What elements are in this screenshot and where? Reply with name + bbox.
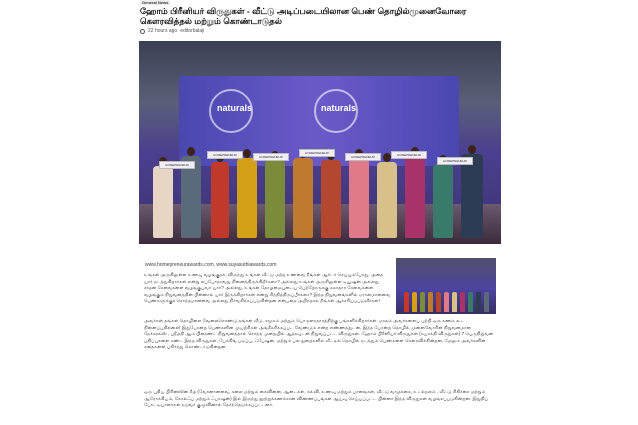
award-card: HOMEPRENEUR: [299, 149, 335, 157]
article-paragraph: [144, 318, 494, 351]
hero-photo: [139, 41, 501, 244]
author-link[interactable]: editorbalaji: [180, 28, 205, 34]
person: [377, 162, 397, 238]
article-paragraph: ஒரு புதிய பிசினஸின் கீழ் (வோனானவை, கலை மற்றும் கைவினை, ஆடைகள், கல்வி, உணவு மற்றும் பானங்கள், வீட்டு வாழ்க்கை, உடல்நலம் , வீட்டு சிகிச்சை மற்றும் ஆரோக்கியம், கோல்ஃப் மற்றும் ஃபாஷன்) இல் இருந்து நூற்றுக்கணக்கான விண்ணப்பங்கள் ஆய்வு செய்யப்பட்ட பின்னர் இந்த விருதுகள் வழங்கப்படுகின்றன. இறுதிப் போட்டியாளர்கள் நடுவர் குழுவினால் தேர்ந்தெடுக்கப்பட்டனர்.: [144, 389, 489, 408]
thumbnail-photo[interactable]: [396, 258, 496, 314]
person: [237, 158, 257, 238]
category-badge[interactable]: General News: [142, 0, 169, 5]
person: [461, 154, 483, 238]
time-ago: 22 hours ago: [148, 28, 178, 34]
paragraph-text: அவர்கள் தங்கள் தொழிலை வேலைகொண்டு தங்கள் வீடு, சமூகம் மற்றும் பொருளாதாரத்திற்கு பங்களிக்கிறார்கள். மாதம் அவர்களைப் பற்றி ஒரு கணம் கூட நினைப்பதில்லை! இதுபோன்ற பெண்களின் முயற்சிகள் அங்கீகரிக்கப்பட வேண்டும் என்ற எண்ணத்துடன், இந்த போன்ற தொழில் முனைவோரின் நிறுவனமான நேச்சுரல்ஸ் , ஸ்ரீமதி ஆம் பிரைண்ட் நிறுவனத்தால் சொந்த முறையில் ஆதரவுடன் நிறுவப்பட்ட விருதுகள். ஹோம் பிரீனியர் விருதுகள் (சுயசக்தி விருதுகள்) 7 பெருநிறுவன பதிப்புகளை கண்ட இந்த விருதுகள், பேக்கிங் படிப்பு, ஃபேஷன், மற்றும் பல துறைகளில் வீட்டில் தொழில் நடத்தும் பெண்களை கௌரவிக்கின்றன, மேலும் அவர்களின் கதைகளை பகிர்ந்து கொண்டாடுகின்றன.: [144, 318, 494, 350]
person: [405, 156, 425, 238]
award-card: HOMEPRENEUR: [391, 151, 427, 159]
person: [433, 164, 453, 238]
award-card: HOMEPRENEUR: [207, 151, 243, 159]
award-card: HOMEPRENEUR: [159, 161, 195, 169]
person: [265, 160, 285, 238]
article-meta: [140, 28, 204, 34]
article-title: ஹோம் பிரீனியர் விருதுகள் - வீட்டு அடிப்படையிலான பெண் தொழில்முனைவோரை கௌரவித்தல் மற்றும் கொண்டாடுதல்: [140, 6, 467, 26]
brand-logo-right: naturals: [321, 103, 357, 113]
person: [153, 166, 173, 238]
person: [293, 158, 313, 238]
person: [349, 158, 369, 238]
clock-icon: [140, 29, 145, 34]
brand-logo-left: naturals: [217, 103, 253, 113]
person: [321, 160, 341, 238]
image-caption[interactable]: www.homepreneurawards.com, www.suyasuthiawards.com: [145, 262, 277, 268]
award-card: HOMEPRENEUR: [345, 153, 381, 161]
award-card: HOMEPRENEUR: [437, 157, 473, 165]
award-card: HOMEPRENEUR: [253, 153, 289, 161]
person: [211, 162, 229, 238]
article-paragraph: உங்கள் அருகிலுள்ள உணவு வழங்குநர், விருந்து உங்கள் வீட்டு மற்ற உணவை நீங்கள் ஆர்டர் செய்யும்போது, அதை யார் நடத்துகிறார்கள் என்று எப்போதாவது நினைத்திருக்கிறீர்களா? அல்லது உங்கள் அருகிலுள்ள டியூஷன் அல்லது சாதன சேவைகளை வழங்குபவர் யார்? அல்லது, உங்கள் தோழமையுடைய பெற்றோருக்கு சுகாதார சேவைகளை வழங்கும் நிறுவனத்தின் பின்னால் யார் இருக்கிறார்கள் என்று சிந்தித்திருப்பீர்களா? இந்த நிறுவனங்களில் ஏராளமானவை பெண்களுக்குச் சொந்தமானவை அல்லது நிர்வகிக்கப்படுகின்றன என்பதை அறிந்தால் நீங்கள் ஆச்சரியப்படுவீர்கள்!: [144, 272, 391, 304]
